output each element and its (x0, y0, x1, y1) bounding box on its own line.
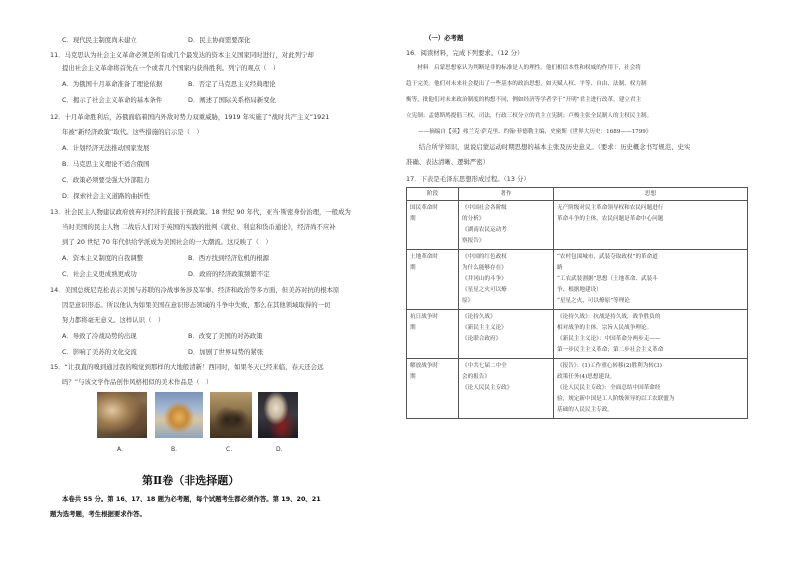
thought-cell-line: 《论人民民主专政》：全面总结中国革命经 (557, 385, 661, 391)
works-cell-line: 《论联合政府》 (462, 336, 502, 342)
table-row (407, 310, 748, 359)
q14-option-d: D．加剧了世界局势的紧张 (188, 348, 264, 356)
q16-material-line2: 趋于完美。他们对未来社会提出了一些基本的政治思想，如天赋人权、平等、自由、法制、权力制 (406, 81, 647, 87)
q13-option-d: D．政府的经济政策频繁不定 (188, 270, 270, 278)
artwork-a-label: A. (117, 446, 123, 453)
works-cell (459, 310, 554, 359)
q15-stem-line2: 吗？”与该文学作品创作风格相似的美术作品是（ ） (62, 378, 213, 386)
thought-cell-line: 路 (557, 265, 563, 271)
q13-stem-line3: 到了 20 世纪 70 年代供给学派成为美国社会的一大潮流。这反映了（ ） (62, 238, 272, 246)
artwork-a-image (97, 392, 147, 438)
q13-stem-line1: 13．社会民主人物建议政府放弃对经济的直接干预政策。18 世纪 90 年代，亚当·斯密身份治理，一般成为 (50, 208, 351, 216)
q16-material-line1: 材料 启蒙思想家认为判断是非的标准是人的理性。他们相信本性和权威的作用下，社会将 (406, 65, 641, 71)
works-cell-line: 《湖南农民运动考 (462, 227, 507, 233)
q17-stem: 17．下表是毛泽东思想形成过程。（13 分） (406, 175, 530, 183)
works-cell-line: 《星星之火可以燎 (462, 287, 507, 293)
table-header-row (407, 188, 748, 201)
header-stage: 阶段 (407, 188, 459, 201)
thought-cell-line: 《报告》：(1)工作重心转移(2)胜利为转(3) (557, 363, 662, 369)
thought-cell-line: 《新民主主义论》：中国革命分两步走—— (557, 336, 661, 342)
q16-material-line3: 衡等，批他们对未来政治制度的构想不同，例如经济等学者学于“开明”君主进行改革，建立君主 (406, 97, 642, 103)
stage-cell-line: 期 (410, 374, 416, 380)
works-cell-line: 察报告》 (462, 238, 485, 244)
table-row (407, 359, 748, 419)
q12-stem-line1: 12．十月革命胜利后，苏俄面临着国内外敌对势力双重威胁，1919 年实施了“战时共产主义”1921 (50, 113, 330, 121)
header-works: 著作 (459, 188, 554, 201)
thought-cell-line: “农村包围城市，武装夺取政权”的革命道 (557, 254, 658, 260)
q13-stem-line2: 当时美国的民主人物 二战后人们对于英国的实践的批判《就业、利息和货币通论》，经济尚不应补 (62, 223, 336, 231)
works-cell-line: 《论持久战》 (462, 314, 496, 320)
q16-requirement-line2: 准确、表达清晰、逻辑严密） (406, 158, 490, 166)
stage-cell-line: 期 (410, 265, 416, 271)
q11-stem-line1: 11．马克思认为社会主义革命必须是所有或几个最发达的资本主义国家同时进行，对此列宁却 (50, 51, 314, 59)
q12-option-c: C．政策必须要受强大外部阻力 (62, 176, 150, 184)
stage-cell (407, 250, 459, 310)
artwork-c-label: C. (226, 446, 233, 453)
q14-stem-line1: 14．美国总统尼克松表示美国与苏联的冷战事务涉及军事、经济和政治等多方面，但美苏对抗的根本原 (50, 286, 340, 294)
q15-stem-line1: 15．“让我直的嗅到通过我的嗅觉到那样的大地般清新！西同时，如果冬天已经来临，春天还会远 (50, 363, 324, 371)
stage-cell-line: 土地革命时 (410, 254, 438, 260)
q12-option-b: B．马克思主义理论不适合俄国 (62, 160, 150, 168)
artwork-b-label: B. (171, 446, 178, 453)
stage-cell (407, 201, 459, 250)
stage-cell-line: 抗日战争时 (410, 314, 438, 320)
works-cell-line: 原》 (462, 298, 474, 304)
works-cell-line: 《中国的红色政权 (462, 254, 507, 260)
works-cell-line: 的分析》 (462, 216, 485, 222)
artwork-c-image (210, 392, 252, 438)
thought-cell (554, 359, 748, 419)
q11-option-a: A．为俄国十月革命准备了理论依据 (62, 80, 163, 88)
works-cell-line: 《中国社会各阶级 (462, 205, 507, 211)
header-thought: 思想 (554, 188, 748, 201)
q13-option-c: C．社会主义更成熟更成功 (62, 270, 137, 278)
thought-cell-line: 争、根据地建设） (557, 287, 602, 293)
thought-cell-line: 相对战争的主体。宗旨人民战争理论。 (557, 325, 653, 331)
thought-cell-line: 基础的人民民主专政。 (557, 407, 613, 413)
part2-note-line2: 题为选考题，考生根据要求作答。 (50, 510, 146, 518)
thought-cell-line: 无产阶级对民主革命领导权和农民问题进行 (557, 205, 664, 211)
works-cell (459, 201, 554, 250)
stage-cell-line: 国民革命时 (410, 205, 438, 211)
works-cell (459, 359, 554, 419)
q16-material-line4: 立宪制；孟德斯鸠提倡三权，司法，行政三权分立的君主立宪制；卢梭主张全民制人的主权民主制。 (406, 113, 653, 119)
stage-cell (407, 310, 459, 359)
q13-option-b: B．西方找到经济危机的根源 (188, 254, 270, 262)
thought-cell-line: 第一步民主主义革命；第二步社会主义革命 (557, 347, 664, 353)
q11-option-b: B．否定了马克思主义经典理论 (188, 80, 276, 88)
thought-cell-line: “星星之火，可以燎原”等理论 (557, 298, 630, 304)
works-cell-line: 《井冈山的斗争》 (462, 276, 507, 282)
q12-stem-line2: 年被“新经济政策”取代。这些措施的启示是（ ） (62, 128, 203, 136)
table-row (407, 250, 748, 310)
works-cell (459, 250, 554, 310)
table-row (407, 201, 748, 250)
works-cell-line: 会的报告》 (462, 374, 490, 380)
works-cell-line: 《论人民民主专政》 (462, 385, 513, 391)
q11-option-d: D．阐述了国际关系格局新变化 (188, 96, 276, 104)
thought-cell (554, 310, 748, 359)
thought-cell (554, 201, 748, 250)
part2-note-line1: 本卷共 55 分。第 16、17、18 题为必考题，每个试题考生都必须作答。第 19、20、21 (62, 495, 321, 503)
thought-cell-line: 《论持久战》：抗战是持久战，战争胜负的 (557, 314, 661, 320)
q11-option-c: C．揭示了社会主义革命的基本条件 (62, 96, 163, 104)
q16-requirement-line1: 结合所学知识，说说启蒙运动时期思想的基本主张及历史意义。（要求：历史概念书写规范、史实 (406, 143, 691, 151)
q14-stem-line3: 努力都将毫无意义。这样认识（ ） (62, 316, 165, 324)
stage-cell-line: 解放战争时 (410, 363, 438, 369)
artwork-d-image (258, 392, 298, 438)
q14-option-a: A．导致了冷战局势的出现 (62, 332, 137, 340)
q16-source: ——摘编自【英】弗兰克·萨克里、约翰·菲德勒主编，史密斯《世界大历史：1689——1799》 (418, 129, 652, 135)
thought-cell-line: 验，规定新中国是工人阶级领导的以工农联盟为 (557, 396, 675, 402)
q11-stem-line2: 提出社会主义革命将首先在一个或者几个国家内获得胜利。列宁的观点（ ） (62, 64, 280, 72)
q14-option-c: C．影响了美苏的文化交流 (62, 348, 137, 356)
q12-option-a: A．计划经济无法推动国家发展 (62, 144, 150, 152)
stage-cell-line: 期 (410, 216, 416, 222)
section-required-title: （一）必考题 (425, 34, 464, 42)
q13-option-a: A．资本主义制度的自我调整 (62, 254, 144, 262)
artwork-b-image (155, 392, 203, 438)
works-cell-line: 《中共七届二中全 (462, 363, 507, 369)
works-cell-line: 《新民主主义论》 (462, 325, 507, 331)
thought-cell (554, 250, 748, 310)
part2-title: 第Ⅱ卷（非选择题） (142, 474, 240, 487)
works-cell-line: 为什么能够存在》 (462, 265, 507, 271)
thought-cell-line: 革命斗争的主体。农民问题是革命中心问题 (557, 216, 664, 222)
thought-cell-line: “工农武装割据”思想（土地革命、武装斗 (557, 276, 658, 282)
q14-stem-line2: 因是意识形态。所以他认为如果美国在意识形态领域的斗争中失败，那么在其他领域取得的一切 (62, 301, 331, 309)
thought-cell-line: 政策任务(4)思想建设。 (557, 374, 616, 380)
q16-stem: 16．阅读材料，完成下列要求。（12 分） (406, 49, 524, 57)
artwork-d-label: D. (276, 446, 283, 453)
q10-option-c: C．现代民主制度尚未建立 (62, 36, 137, 44)
stage-cell (407, 359, 459, 419)
q10-option-d: D．民主协商需要深化 (188, 36, 251, 44)
mao-thought-table (406, 187, 748, 419)
q12-option-d: D．探索社会主义道路的曲折性 (62, 192, 150, 200)
q14-option-b: B．改变了美国的对苏政策 (188, 332, 263, 340)
stage-cell-line: 期 (410, 325, 416, 331)
